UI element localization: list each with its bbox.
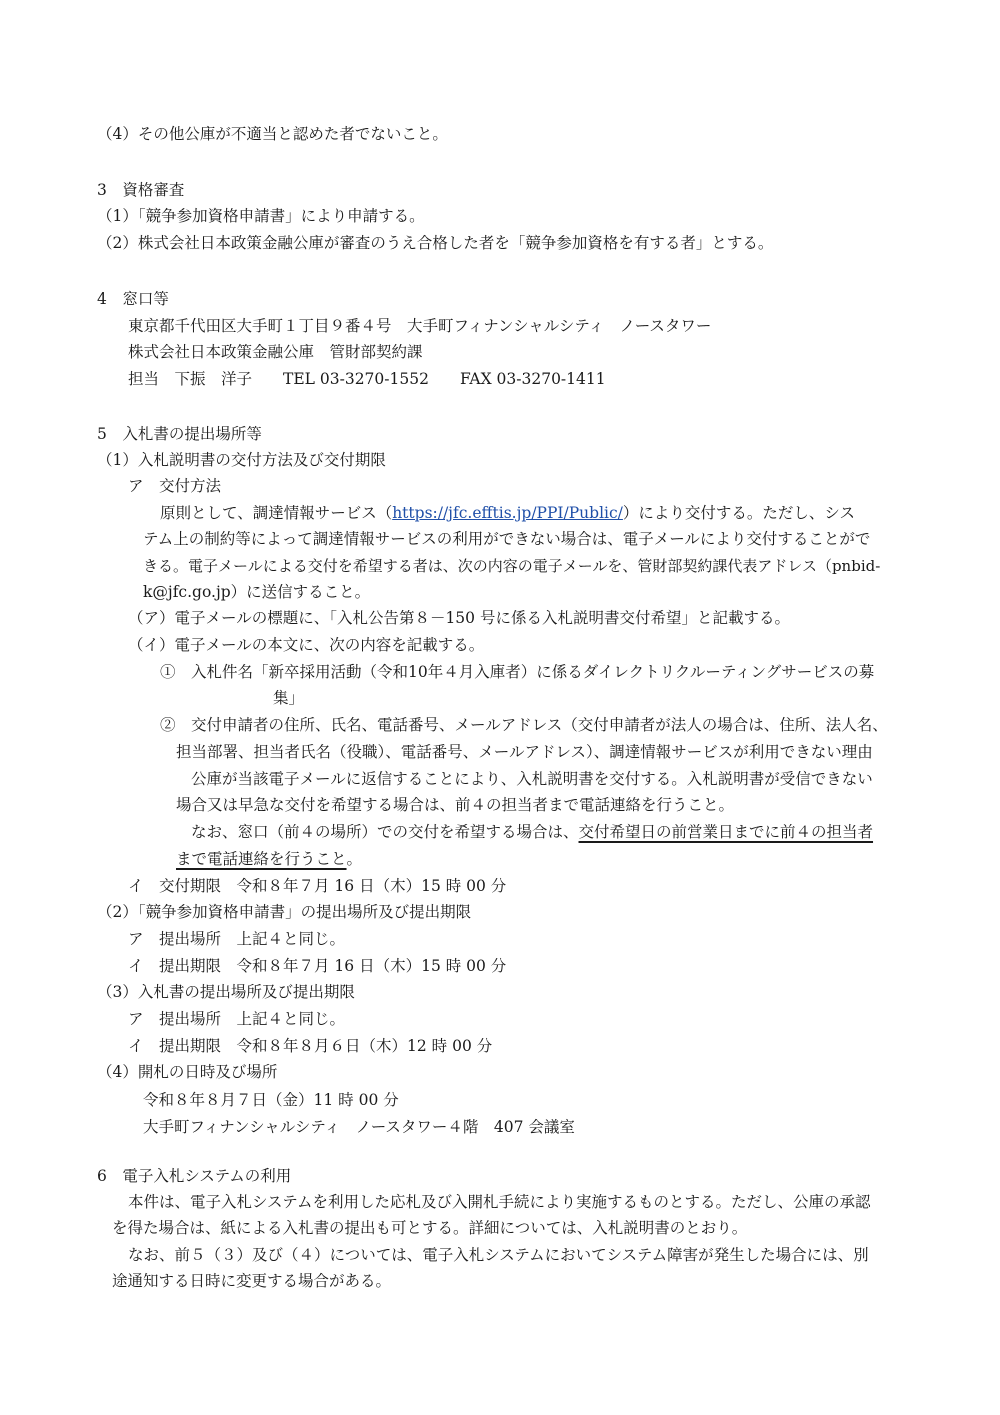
sec5-sub1-deadline: イ 交付期限 令和８年７月 16 日（木）15 時 00 分 — [128, 877, 507, 895]
sec4-address: 東京都千代田区大手町１丁目９番４号 大手町フィナンシャルシティ ノースタワー — [128, 317, 712, 335]
sec5-sub1-para1-line4: k@jfc.go.jp）に送信すること。 — [143, 583, 371, 601]
sec5-sub1-item-a: （ア）電子メールの標題に、「入札公告第８－150 号に係る入札説明書交付希望」と記載する。 — [128, 609, 790, 627]
para3-underlined-text: 交付希望日の前営業日までに前４の担当者 — [578, 823, 874, 841]
sec4-heading: 4 窓口等 — [97, 290, 169, 308]
sec6-p1-line1: 本件は、電子入札システムを利用した応札及び入開札手続により実施するものとする。ただし、公庫の承認 — [128, 1193, 871, 1211]
sec5-sub1-para1-line1 — [160, 503, 855, 523]
sec5-sub4-datetime: 令和８年８月７日（金）11 時 00 分 — [143, 1091, 399, 1109]
para3-text-end: 。 — [346, 850, 363, 868]
sec5-sub1-item-i: （イ）電子メールの本文に、次の内容を記載する。 — [128, 636, 485, 654]
circled-item-2-line2: 担当部署、担当者氏名（役職）、電話番号、メールアドレス）、調達情報サービスが利用できない理由 — [176, 743, 873, 761]
sec5-sub4-heading: （4）開札の日時及び場所 — [97, 1063, 278, 1081]
sec5-sub1-para2-line2: 場合又は早急な交付を希望する場合は、前４の担当者まで電話連絡を行うこと。 — [176, 796, 735, 814]
sec5-sub2-heading: （2）「競争参加資格申請書」の提出場所及び提出期限 — [97, 903, 472, 921]
sec3-item2: （2）株式会社日本政策金融公庫が審査のうえ合格した者を「競争参加資格を有する者」とする。 — [97, 234, 774, 252]
para3-underlined-text-2: まで電話連絡を行うこと — [176, 850, 347, 868]
sec6-heading: 6 電子入札システムの利用 — [97, 1167, 292, 1185]
para1-text: 原則として、調達情報サービス（ — [160, 504, 393, 522]
sec4-org: 株式会社日本政策金融公庫 管財部契約課 — [128, 343, 423, 361]
sec5-sub1-para3-line2 — [176, 849, 362, 869]
sec6-p2-line2: 途通知する日時に変更する場合がある。 — [112, 1272, 392, 1290]
sec5-sub3-deadline: イ 提出期限 令和８年８月６日（木）12 時 00 分 — [128, 1037, 493, 1055]
sec4-contact: 担当 下振 洋子 TEL 03-3270-1552 FAX 03-3270-1411 — [128, 370, 606, 388]
sec5-sub1-para1-line3: きる。電子メールによる交付を希望する者は、次の内容の電子メールを、管財部契約課代表アドレス（pnbid- — [143, 557, 881, 575]
procurement-service-link[interactable]: https://jfc.efftis.jp/PPI/Public/ — [392, 504, 623, 522]
para3-text: なお、窓口（前４の場所）での交付を希望する場合は、 — [191, 823, 579, 841]
sec5-heading: 5 入札書の提出場所等 — [97, 425, 262, 443]
circled-item-1-line1: ① 入札件名「新卒採用活動（令和10年４月入庫者）に係るダイレクトリクルーティングサービスの募 — [160, 663, 875, 681]
circled-item-1-line2: 集」 — [273, 689, 305, 707]
sec5-sub1-a-heading: ア 交付方法 — [128, 477, 222, 495]
sec5-sub1-heading: （1）入札説明書の交付方法及び交付期限 — [97, 451, 386, 469]
para1-text-end: ）により交付する。ただし、シス — [622, 504, 855, 522]
sec6-p1-line2: を得た場合は、紙による入札書の提出も可とする。詳細については、入札説明書のとおり。 — [112, 1219, 748, 1237]
sec5-sub3-place: ア 提出場所 上記４と同じ。 — [128, 1010, 346, 1028]
sec5-sub2-deadline: イ 提出期限 令和８年７月 16 日（木）15 時 00 分 — [128, 957, 507, 975]
sec5-sub3-heading: （3）入札書の提出場所及び提出期限 — [97, 983, 355, 1001]
circled-item-2-line1: ② 交付申請者の住所、氏名、電話番号、メールアドレス（交付申請者が法人の場合は、住所、法人名、 — [160, 716, 888, 734]
sec5-sub1-para3-line1 — [191, 822, 873, 842]
sec6-p2-line1: なお、前５（３）及び（４）については、電子入札システムにおいてシステム障害が発生した場合には、別 — [128, 1246, 869, 1264]
sec2-item4: （4）その他公庫が不適当と認めた者でないこと。 — [97, 125, 448, 143]
sec5-sub2-place: ア 提出場所 上記４と同じ。 — [128, 930, 346, 948]
sec3-item1: （1）「競争参加資格申請書」により申請する。 — [97, 207, 425, 225]
sec5-sub1-para1-line2: テム上の制約等によって調達情報サービスの利用ができない場合は、電子メールにより交付することがで — [143, 530, 871, 548]
sec3-heading: 3 資格審査 — [97, 181, 185, 199]
sec5-sub4-place: 大手町フィナンシャルシティ ノースタワー４階 407 会議室 — [143, 1118, 575, 1136]
sec5-sub1-para2-line1: 公庫が当該電子メールに返信することにより、入札説明書を交付する。入札説明書が受信できない — [191, 770, 873, 788]
